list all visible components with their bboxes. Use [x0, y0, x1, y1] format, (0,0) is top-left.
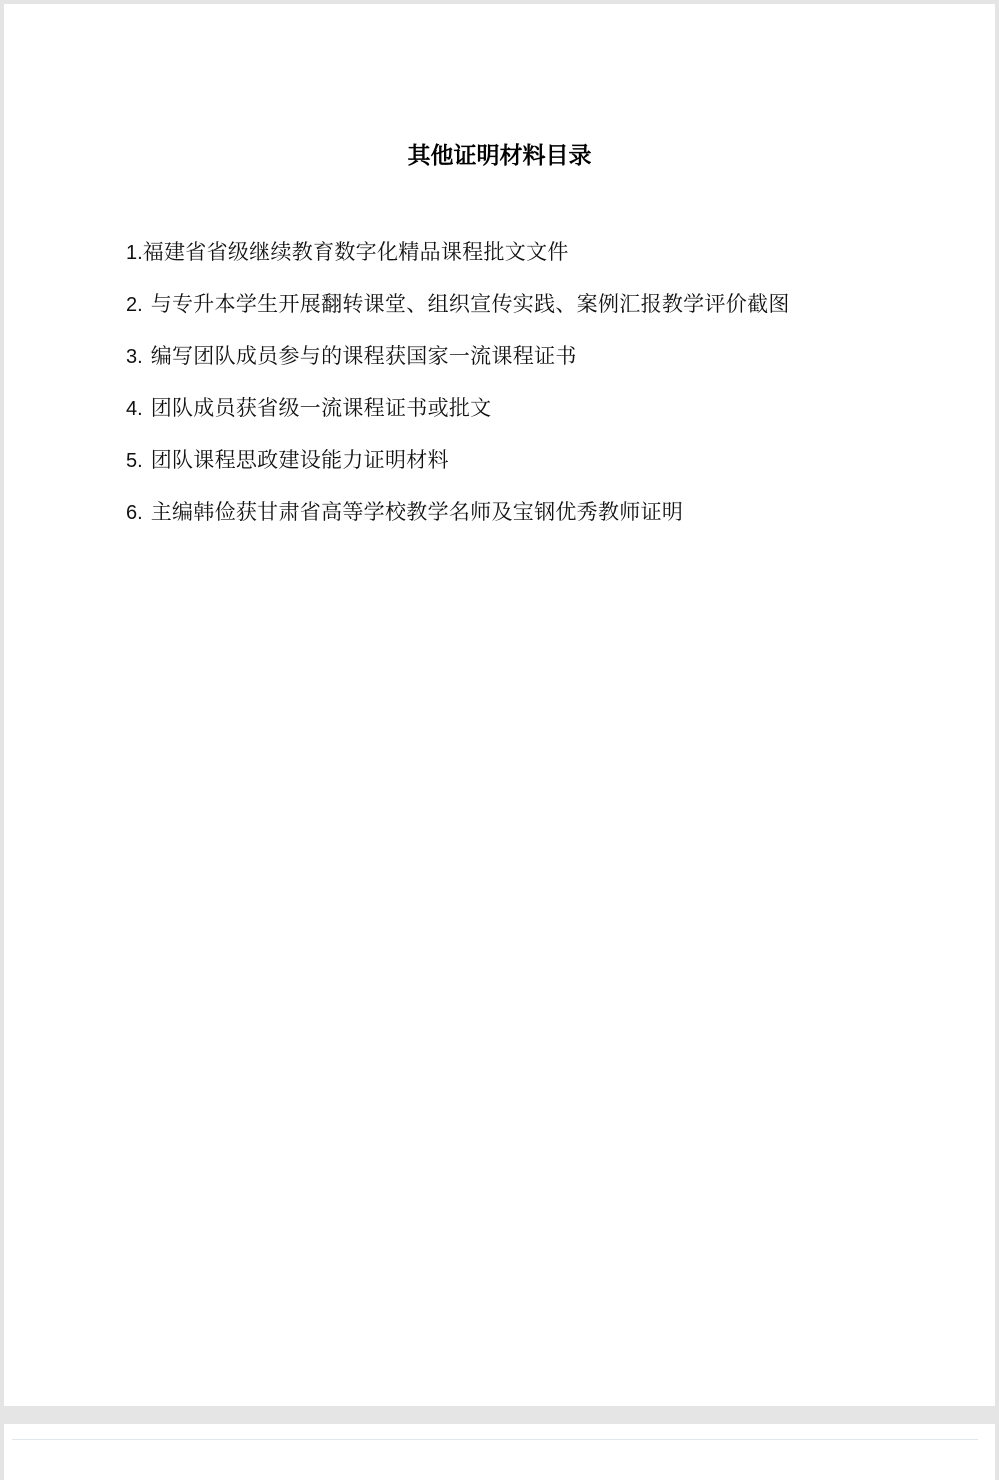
- item-text: 与专升本学生开展翻转课堂、组织宣传实践、案例汇报教学评价截图: [150, 292, 790, 316]
- item-number: 4.: [126, 398, 143, 420]
- item-text: 福建省省级继续教育数字化精品课程批文文件: [142, 240, 569, 264]
- next-page: [4, 1424, 995, 1480]
- list-item: [126, 234, 790, 286]
- page-edge-line: [12, 1439, 978, 1440]
- item-text: 团队课程思政建设能力证明材料: [150, 448, 449, 472]
- item-number: 2.: [126, 294, 143, 316]
- item-number: 6.: [126, 502, 143, 524]
- list-item: [126, 338, 790, 390]
- page-title: 其他证明材料目录: [407, 143, 592, 169]
- item-number: 5.: [126, 450, 143, 472]
- list-item: [126, 390, 790, 442]
- list-item: [126, 494, 790, 546]
- item-text: 团队成员获省级一流课程证书或批文: [150, 396, 492, 420]
- materials-list: [126, 234, 790, 546]
- list-item: [126, 442, 790, 494]
- item-number: 3.: [126, 346, 143, 368]
- list-item: [126, 286, 790, 338]
- item-text: 主编韩俭获甘肃省高等学校教学名师及宝钢优秀教师证明: [150, 500, 684, 524]
- item-number: 1.: [126, 242, 143, 264]
- item-text: 编写团队成员参与的课程获国家一流课程证书: [150, 344, 577, 368]
- document-page: [4, 4, 995, 1406]
